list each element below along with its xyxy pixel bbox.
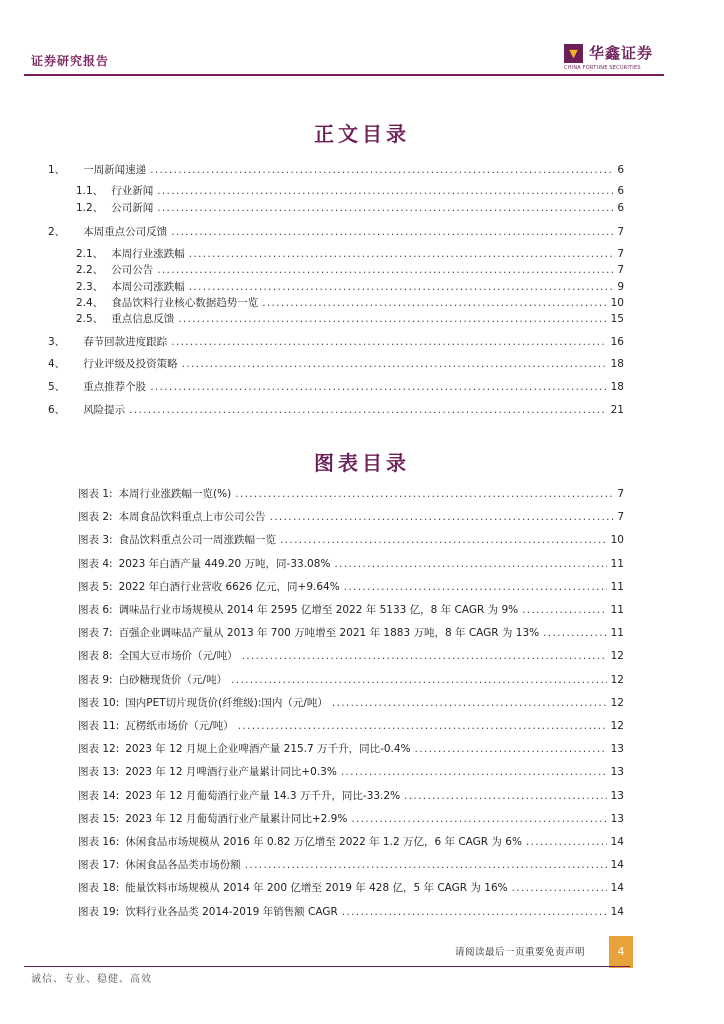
toc-entry-number: 1、	[48, 164, 66, 176]
toc-entry-page: 15	[610, 313, 624, 325]
toc-dot-leader	[171, 226, 613, 238]
toc-entry-number: 1.2、	[76, 202, 104, 214]
figure-entry-page: 7	[617, 511, 624, 523]
toc-entry-title: 本周行业涨跌幅	[111, 248, 185, 260]
figure-entry-title: 2023 年 12 月啤酒行业产量累计同比+0.3%	[125, 766, 337, 778]
figure-entry-page: 10	[610, 534, 624, 546]
figure-entry[interactable]	[78, 718, 624, 734]
toc-entry[interactable]	[48, 356, 624, 372]
figure-dot-leader	[238, 720, 607, 732]
figure-entry-label: 图表 5:	[78, 581, 113, 593]
figure-entry-page: 14	[610, 906, 624, 918]
toc-entry-page: 16	[610, 336, 624, 348]
toc-entry[interactable]	[48, 402, 624, 418]
figure-entry-label: 图表 11:	[78, 720, 120, 732]
figure-dot-leader	[231, 674, 607, 686]
toc-dot-leader	[182, 358, 607, 370]
figure-entry-title: 本周食品饮料重点上市公司公告	[118, 511, 266, 523]
figure-dot-leader	[245, 859, 607, 871]
figure-entry-label: 图表 10:	[78, 697, 120, 709]
toc-dot-leader	[129, 404, 606, 416]
toc-entry-page: 6	[617, 185, 624, 197]
toc-entry-number: 2.5、	[76, 313, 104, 325]
figure-entry-title: 国内PET切片现货价(纤维级):国内（元/吨）	[125, 697, 328, 709]
logo-english-name: CHINA FORTUNE SECURITIES	[564, 65, 641, 71]
report-type-label: 证券研究报告	[31, 54, 110, 68]
figure-dot-leader	[341, 766, 607, 778]
disclaimer-note: 请阅读最后一页重要免责声明	[455, 947, 586, 958]
toc-entry-title: 春节回款进度跟踪	[83, 336, 168, 348]
toc-entry-title: 行业评级及投资策略	[83, 358, 178, 370]
toc-entry[interactable]	[76, 246, 624, 262]
toc-entry-number: 3、	[48, 336, 66, 348]
toc-entry-number: 2.3、	[76, 281, 104, 293]
figure-entry-title: 调味品行业市场规模从 2014 年 2595 亿增至 2022 年 5133 亿，8 年 CAGR 为 9%	[118, 604, 519, 616]
toc-entry[interactable]	[76, 200, 624, 216]
toc-entry[interactable]	[76, 295, 624, 311]
toc-entry-page: 10	[610, 297, 624, 309]
figure-dot-leader	[512, 882, 607, 894]
figure-entry[interactable]	[78, 811, 624, 827]
page-header	[0, 0, 724, 77]
figure-entry[interactable]	[78, 834, 624, 850]
figure-entry-page: 11	[610, 604, 624, 616]
figure-dot-leader	[270, 511, 614, 523]
toc-entry-title: 重点推荐个股	[83, 381, 147, 393]
toc-entry-number: 2.1、	[76, 248, 104, 260]
figure-entry[interactable]	[78, 904, 624, 920]
figure-entry-title: 瓦楞纸市场价（元/吨）	[125, 720, 234, 732]
figure-entry-title: 休闲食品市场规模从 2016 年 0.82 万亿增至 2022 年 1.2 万亿，6 年 CAGR 为 6%	[125, 836, 522, 848]
figure-dot-leader	[242, 650, 607, 662]
toc-entry-title: 本周重点公司反馈	[83, 226, 168, 238]
toc-entry-page: 6	[617, 164, 624, 176]
logo-name: 华鑫证券	[589, 44, 654, 62]
toc-entry-page: 7	[617, 226, 624, 238]
figure-entry-label: 图表 14:	[78, 790, 120, 802]
toc-entry-page: 18	[610, 358, 624, 370]
figure-entry[interactable]	[78, 695, 624, 711]
figure-dot-leader	[344, 581, 607, 593]
figure-entry[interactable]	[78, 880, 624, 896]
toc-entry-page: 7	[617, 248, 624, 260]
toc-entry-number: 1.1、	[76, 185, 104, 197]
toc-entry-title: 重点信息反馈	[111, 313, 175, 325]
figure-dot-leader	[342, 906, 607, 918]
figure-entry-label: 图表 3:	[78, 534, 113, 546]
figure-entry-title: 休闲食品各品类市场份额	[125, 859, 241, 871]
toc-dot-leader	[189, 281, 614, 293]
figure-entry-page: 12	[610, 697, 624, 709]
figure-entry-title: 2023 年 12 月葡萄酒行业产量累计同比+2.9%	[125, 813, 348, 825]
figure-entry-page: 14	[610, 882, 624, 894]
toc-entry[interactable]	[48, 224, 624, 240]
figure-entry-label: 图表 12:	[78, 743, 120, 755]
figure-entry[interactable]	[78, 556, 624, 572]
figure-dot-leader	[235, 488, 613, 500]
figure-entry[interactable]	[78, 648, 624, 664]
toc-dot-leader	[157, 185, 613, 197]
figure-entry[interactable]	[78, 672, 624, 688]
figure-entry[interactable]	[78, 579, 624, 595]
figure-entry-label: 图表 7:	[78, 627, 113, 639]
toc-entry-page: 18	[610, 381, 624, 393]
figure-entry-page: 13	[610, 766, 624, 778]
toc-entry-title: 食品饮料行业核心数据趋势一览	[111, 297, 259, 309]
figure-entry-page: 11	[610, 558, 624, 570]
figure-entry[interactable]	[78, 602, 624, 618]
footer-divider	[24, 966, 630, 967]
toc-entry[interactable]	[48, 379, 624, 395]
figure-dot-leader	[280, 534, 607, 546]
figure-entry[interactable]	[78, 509, 624, 525]
toc-entry[interactable]	[48, 162, 624, 178]
figure-entry-label: 图表 19:	[78, 906, 120, 918]
toc-entry-number: 6、	[48, 404, 66, 416]
toc-entry-title: 风险提示	[83, 404, 126, 416]
toc-entry-title: 行业新闻	[111, 185, 154, 197]
figure-entry[interactable]	[78, 764, 624, 780]
toc-dot-leader	[189, 248, 614, 260]
figure-dot-leader	[351, 813, 606, 825]
figure-dot-leader	[404, 790, 607, 802]
figure-dot-leader	[415, 743, 607, 755]
toc-entry-title: 公司公告	[111, 264, 154, 276]
figure-entry-label: 图表 4:	[78, 558, 113, 570]
figure-entry-title: 2023 年白酒产量 449.20 万吨，同-33.08%	[118, 558, 331, 570]
figure-entry-title: 饮料行业各品类 2014-2019 年销售额 CAGR	[125, 906, 338, 918]
toc-dot-leader	[157, 202, 613, 214]
figure-entry-title: 能量饮料市场规模从 2014 年 200 亿增至 2019 年 428 亿，5 年 CAGR 为 16%	[125, 882, 508, 894]
figure-entry-page: 12	[610, 674, 624, 686]
figure-entry-title: 本周行业涨跌幅一览(%)	[118, 488, 232, 500]
page-number-badge: 4	[609, 936, 633, 968]
toc-dot-leader	[157, 264, 613, 276]
toc-entry-page: 7	[617, 264, 624, 276]
figure-entry-page: 11	[610, 581, 624, 593]
toc-title: 正文目录	[314, 122, 410, 146]
toc-entry-number: 2、	[48, 226, 66, 238]
figure-entry[interactable]	[78, 741, 624, 757]
figure-entry-label: 图表 2:	[78, 511, 113, 523]
figure-entry-label: 图表 15:	[78, 813, 120, 825]
figure-dot-leader	[526, 836, 607, 848]
figure-entry[interactable]	[78, 788, 624, 804]
figure-entry-page: 13	[610, 743, 624, 755]
figure-entry-title: 百强企业调味品产量从 2013 年 700 万吨增至 2021 年 1883 万吨，8 年 CAGR 为 13%	[118, 627, 540, 639]
toc-dot-leader	[150, 164, 613, 176]
figure-entry-page: 14	[610, 859, 624, 871]
figure-entry-title: 2022 年白酒行业营收 6626 亿元，同+9.64%	[118, 581, 340, 593]
figure-entry-label: 图表 18:	[78, 882, 120, 894]
figure-entry-label: 图表 13:	[78, 766, 120, 778]
figure-entry-title: 2023 年 12 月葡萄酒行业产量 14.3 万千升，同比-33.2%	[125, 790, 401, 802]
figure-entry-title: 2023 年 12 月规上企业啤酒产量 215.7 万千升，同比-0.4%	[125, 743, 411, 755]
figure-entry-page: 12	[610, 650, 624, 662]
toc-entry[interactable]	[76, 262, 624, 278]
toc-entry-page: 6	[617, 202, 624, 214]
header-divider	[24, 74, 664, 76]
figure-entry-label: 图表 17:	[78, 859, 120, 871]
figure-entry-label: 图表 1:	[78, 488, 113, 500]
figure-dot-leader	[334, 558, 606, 570]
figure-entry-title: 食品饮料重点公司一周涨跌幅一览	[118, 534, 277, 546]
figure-entry-page: 14	[610, 836, 624, 848]
toc-entry[interactable]	[48, 334, 624, 350]
toc-entry[interactable]	[76, 279, 624, 295]
figure-dot-leader	[332, 697, 607, 709]
figure-entry-label: 图表 6:	[78, 604, 113, 616]
figure-dot-leader	[543, 627, 607, 639]
toc-entry-number: 5、	[48, 381, 66, 393]
figure-entry-page: 11	[610, 627, 624, 639]
figure-entry-title: 白砂糖现货价（元/吨）	[118, 674, 228, 686]
toc-dot-leader	[262, 297, 606, 309]
toc-entry-page: 21	[610, 404, 624, 416]
figure-entry-page: 12	[610, 720, 624, 732]
figure-entry[interactable]	[78, 625, 624, 641]
figure-entry-title: 全国大豆市场价（元/吨）	[118, 650, 238, 662]
figure-dot-leader	[522, 604, 607, 616]
figure-entry-label: 图表 9:	[78, 674, 113, 686]
toc-entry-number: 2.2、	[76, 264, 104, 276]
toc-entry-number: 2.4、	[76, 297, 104, 309]
figure-entry[interactable]	[78, 532, 624, 548]
figure-entry-page: 13	[610, 813, 624, 825]
figure-entry-label: 图表 16:	[78, 836, 120, 848]
figures-title: 图表目录	[314, 451, 410, 475]
toc-dot-leader	[150, 381, 606, 393]
company-logo	[564, 44, 674, 72]
toc-entry[interactable]	[76, 311, 624, 327]
toc-entry-title: 本周公司涨跌幅	[111, 281, 185, 293]
toc-entry-number: 4、	[48, 358, 66, 370]
figure-entry-page: 7	[617, 488, 624, 500]
toc-entry[interactable]	[76, 183, 624, 199]
toc-entry-title: 公司新闻	[111, 202, 154, 214]
logo-mark-icon: ▼	[564, 44, 583, 63]
toc-dot-leader	[171, 336, 606, 348]
figure-entry[interactable]	[78, 857, 624, 873]
figure-entry-page: 13	[610, 790, 624, 802]
footer-slogan: 诚信、专业、稳健、高效	[31, 974, 152, 985]
figure-entry-label: 图表 8:	[78, 650, 113, 662]
toc-entry-title: 一周新闻速递	[83, 164, 147, 176]
figure-entry[interactable]	[78, 486, 624, 502]
toc-dot-leader	[178, 313, 606, 325]
toc-entry-page: 9	[617, 281, 624, 293]
